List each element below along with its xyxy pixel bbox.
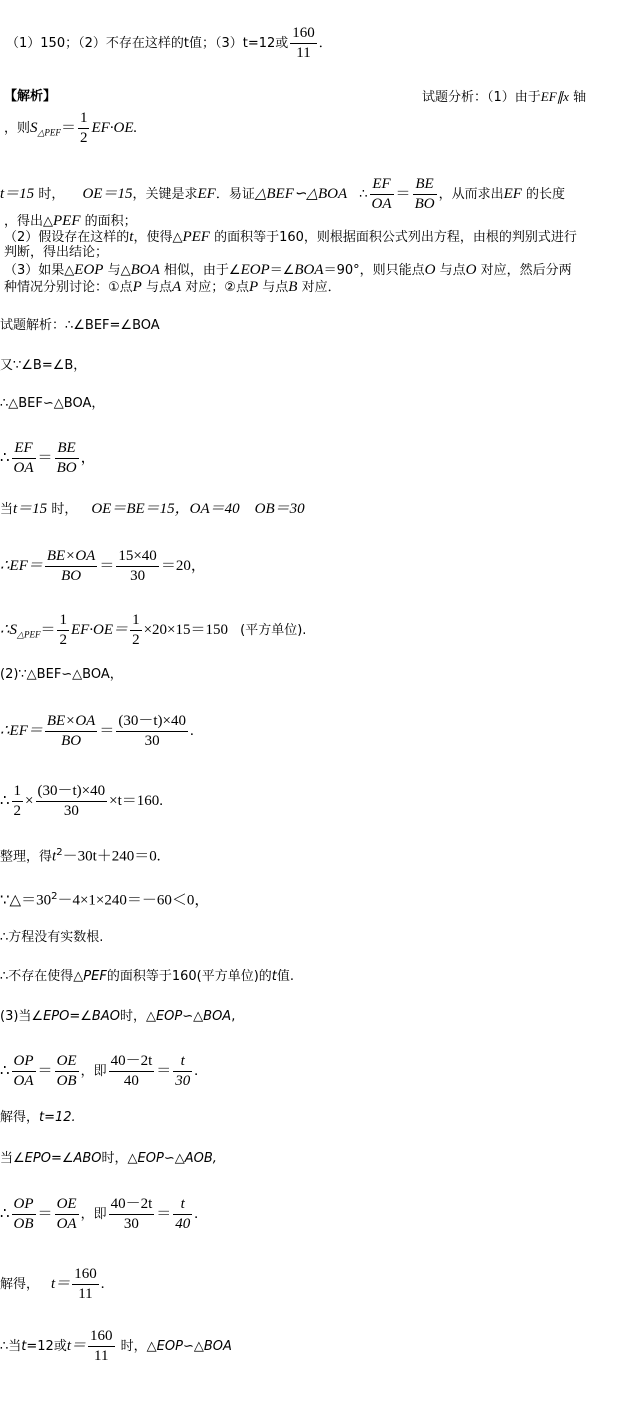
solution-line-19: ∴ $\frac{OP}{OB}$ ＝ $\frac{OE}{OA}$ ，即 $\frac{40-2t}{30}$ ＝ $\frac{t}{40}$ . <box>0 1196 199 1232</box>
solution-line-1: 试题解析：∴∠BEF=∠BOA <box>0 318 160 333</box>
solution-line-18: 当∠EPO=∠ABO时，△EOP∽△AOB, <box>0 1151 217 1166</box>
solution-line-3: ∴△BEF∽△BOA， <box>0 396 105 411</box>
analysis-heading: 【解析】 <box>4 89 57 104</box>
solution-line-10: ∴ $\frac{1}{2}$ × $\frac{(30-t)\times 40}{30}$ ×t＝160. <box>0 783 164 819</box>
solution-line-16: ∴ $\frac{OP}{OA}$ ＝ $\frac{OE}{OB}$ ，即 $\frac{40-2t}{40}$ ＝ $\frac{t}{30}$ . <box>0 1053 199 1089</box>
answer-text: （1）150；（2）不存在这样的t值；（3）t=12或 <box>6 36 289 51</box>
solution-line-9: ∴EF＝ $\frac{BE\times OA}{BO}$ ＝ $\frac{(30-t)\times 40}{30}$ . <box>0 713 194 749</box>
solution-line-21: ∴当t=12或t＝ $\frac{160}{11}$ 时，△EOP∽△BOA <box>0 1328 232 1364</box>
solution-line-12: $\because\triangle=30^2-4\times 1\times 240=-60<0$， <box>0 891 210 909</box>
solution-line-8: (2)∵△BEF∽△BOA， <box>0 667 123 682</box>
solution-line-14: ∴不存在使得△PEF的面积等于160(平方单位)的t值. <box>0 969 295 984</box>
solution-line-5: 当t＝15 时， OE＝BE＝15，OA＝40 OB＝30 <box>0 501 305 517</box>
analysis-area-line: ，则$S_{\triangle PEF}=$ $\frac{1}{2}$ EF·OE. <box>4 110 138 146</box>
answer-fraction: $\frac{160}{11}$ <box>292 25 315 61</box>
solution-line-7: $\therefore S_{\triangle PEF}=$ $\frac{1}{2}$ EF·OE＝ $\frac{1}{2}$ ×20×15＝150 (平方单位). <box>0 612 307 648</box>
solution-line-13: ∴方程没有实数根. <box>0 930 104 945</box>
analysis-intro: 试题分析：（1）由于EF∥x 轴 <box>422 89 587 105</box>
solution-line-11: 整理，得$t^2-30t+240=0$. <box>0 847 161 865</box>
solution-line-4: ∴ $\frac{EF}{OA}$ ＝ $\frac{BE}{BO}$ ， <box>0 440 96 476</box>
analysis-line-3: t＝15 时， OE＝15，关键是求EF．易证△BEF∽△BOA ∴ $\frac{EF}{OA}$ ＝ $\frac{BE}{BO}$ ，从而求出EF 的长度 <box>0 176 566 212</box>
analysis-line-7: （3）如果△EOP 与△BOA 相似，由于∠EOP＝∠BOA＝90°，则只能点O 与点O 对应，然后分两 <box>4 262 572 278</box>
analysis-line-6: 判断，得出结论； <box>4 245 109 260</box>
answer-line: （1）150；（2）不存在这样的t值；（3）t=12或 $\frac{160}{11}$ ． <box>6 25 332 61</box>
solution-line-17: 解得，t=12. <box>0 1110 76 1125</box>
analysis-line-8: 种情况分别讨论：①点P 与点A 对应；②点P 与点B 对应． <box>4 279 341 295</box>
analysis-line-4: ，得出△PEF 的面积； <box>4 213 137 229</box>
solution-line-6: ∴EF＝ $\frac{BE\times OA}{BO}$ ＝ $\frac{15\times 40}{30}$ ＝20， <box>0 548 206 584</box>
solution-line-20: 解得， t＝ $\frac{160}{11}$ . <box>0 1266 105 1302</box>
analysis-line-5: （2）假设存在这样的t，使得△PEF 的面积等于160，则根据面积公式列出方程，由根的判别式进行 <box>4 229 577 245</box>
half-fraction: $\frac{1}{2}$ <box>79 110 88 146</box>
solution-line-2: 又∵∠B=∠B， <box>0 358 87 373</box>
solution-line-15: (3)当∠EPO=∠BAO时，△EOP∽△BOA, <box>0 1009 236 1024</box>
